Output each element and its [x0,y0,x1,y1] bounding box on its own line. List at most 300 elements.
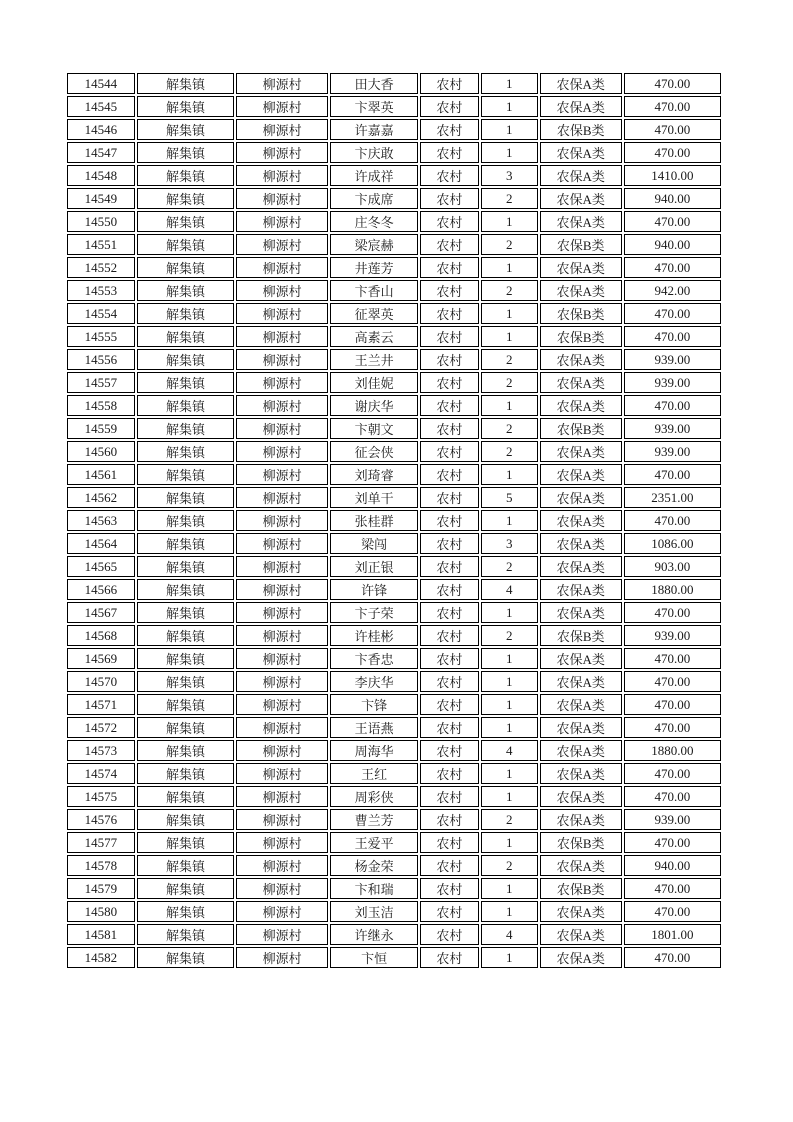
table-cell: 农保B类 [540,625,622,646]
table-cell: 柳源村 [236,786,328,807]
table-cell: 柳源村 [236,395,328,416]
table-cell: 解集镇 [137,418,234,439]
table-cell: 1 [481,832,538,853]
table-cell: 14560 [67,441,135,462]
table-cell: 解集镇 [137,326,234,347]
table-row [67,257,721,278]
table-cell: 14546 [67,119,135,140]
table-cell: 解集镇 [137,671,234,692]
table-cell: 卞香山 [330,280,418,301]
table-cell: 卞恒 [330,947,418,968]
table-cell: 14572 [67,717,135,738]
table-row [67,96,721,117]
table-cell: 农保A类 [540,487,622,508]
table-cell: 解集镇 [137,579,234,600]
table-cell: 解集镇 [137,303,234,324]
table-cell: 1880.00 [624,579,721,600]
table-cell: 1410.00 [624,165,721,186]
table-cell: 高素云 [330,326,418,347]
table-cell: 470.00 [624,763,721,784]
table-cell: 解集镇 [137,510,234,531]
table-cell: 农村 [420,349,479,370]
table-cell: 王语燕 [330,717,418,738]
table-cell: 4 [481,924,538,945]
table-cell: 农保A类 [540,556,622,577]
table-cell: 柳源村 [236,717,328,738]
table-cell: 柳源村 [236,441,328,462]
table-cell: 农村 [420,533,479,554]
table-cell: 柳源村 [236,947,328,968]
table-cell: 1801.00 [624,924,721,945]
table-cell: 解集镇 [137,73,234,94]
table-cell: 农村 [420,73,479,94]
table-cell: 2 [481,418,538,439]
table-cell: 井莲芳 [330,257,418,278]
table-cell: 农村 [420,694,479,715]
table-cell: 柳源村 [236,280,328,301]
table-row [67,694,721,715]
table-cell: 1 [481,717,538,738]
table-cell: 2351.00 [624,487,721,508]
table-cell: 柳源村 [236,73,328,94]
table-cell: 征翠英 [330,303,418,324]
table-cell: 农保A类 [540,855,622,876]
table-cell: 农保A类 [540,142,622,163]
table-cell: 许成祥 [330,165,418,186]
table-cell: 农村 [420,740,479,761]
table-cell: 农村 [420,878,479,899]
table-cell: 农保B类 [540,832,622,853]
table-row [67,832,721,853]
table-cell: 解集镇 [137,464,234,485]
table-cell: 农村 [420,717,479,738]
table-cell: 1 [481,901,538,922]
table-cell: 903.00 [624,556,721,577]
table-cell: 2 [481,188,538,209]
table-cell: 农村 [420,257,479,278]
table-cell: 解集镇 [137,395,234,416]
table-cell: 梁闯 [330,533,418,554]
table-cell: 农村 [420,188,479,209]
table-cell: 14550 [67,211,135,232]
table-cell: 农保A类 [540,694,622,715]
table-cell: 张桂群 [330,510,418,531]
table-cell: 柳源村 [236,602,328,623]
table-cell: 柳源村 [236,579,328,600]
table-cell: 农保A类 [540,602,622,623]
table-cell: 1 [481,303,538,324]
table-row [67,901,721,922]
table-cell: 942.00 [624,280,721,301]
table-cell: 农保A类 [540,211,622,232]
table-cell: 14552 [67,257,135,278]
table-cell: 农村 [420,625,479,646]
table-cell: 解集镇 [137,878,234,899]
table-cell: 470.00 [624,648,721,669]
table-cell: 谢庆华 [330,395,418,416]
table-cell: 农村 [420,234,479,255]
table-cell: 470.00 [624,602,721,623]
table-cell: 解集镇 [137,694,234,715]
table-row [67,510,721,531]
table-cell: 农村 [420,786,479,807]
table-cell: 周海华 [330,740,418,761]
table-cell: 柳源村 [236,832,328,853]
table-cell: 1 [481,878,538,899]
table-cell: 刘单干 [330,487,418,508]
table-row [67,763,721,784]
table-cell: 农保B类 [540,418,622,439]
table-cell: 14564 [67,533,135,554]
table-cell: 1 [481,119,538,140]
table-cell: 939.00 [624,809,721,830]
table-cell: 农村 [420,464,479,485]
table-cell: 470.00 [624,257,721,278]
table-cell: 农保A类 [540,349,622,370]
table-row [67,556,721,577]
table-cell: 农村 [420,947,479,968]
table-cell: 农保A类 [540,372,622,393]
table-cell: 农村 [420,326,479,347]
table-cell: 解集镇 [137,763,234,784]
table-cell: 1 [481,602,538,623]
table-cell: 470.00 [624,73,721,94]
table-cell: 939.00 [624,349,721,370]
table-cell: 农保A类 [540,73,622,94]
table-cell: 柳源村 [236,211,328,232]
table-cell: 解集镇 [137,901,234,922]
table-cell: 许嘉嘉 [330,119,418,140]
table-cell: 解集镇 [137,832,234,853]
table-cell: 农保A类 [540,740,622,761]
table-cell: 14582 [67,947,135,968]
table-cell: 庄冬冬 [330,211,418,232]
table-cell: 14551 [67,234,135,255]
table-cell: 解集镇 [137,533,234,554]
table-cell: 解集镇 [137,234,234,255]
table-cell: 农村 [420,96,479,117]
table-cell: 470.00 [624,326,721,347]
table-cell: 14545 [67,96,135,117]
table-cell: 939.00 [624,441,721,462]
table-row [67,165,721,186]
table-row [67,487,721,508]
table-cell: 470.00 [624,303,721,324]
table-cell: 卞子荣 [330,602,418,623]
table-cell: 农村 [420,602,479,623]
table-row [67,326,721,347]
table-cell: 939.00 [624,625,721,646]
table-row [67,303,721,324]
table-cell: 农保A类 [540,901,622,922]
table-cell: 柳源村 [236,142,328,163]
table-cell: 农保B类 [540,326,622,347]
table-cell: 470.00 [624,142,721,163]
table-cell: 解集镇 [137,947,234,968]
table-row [67,441,721,462]
table-cell: 卞香忠 [330,648,418,669]
table-cell: 柳源村 [236,234,328,255]
table-cell: 农村 [420,832,479,853]
table-cell: 14571 [67,694,135,715]
table-cell: 5 [481,487,538,508]
table-cell: 农村 [420,142,479,163]
table-cell: 农村 [420,211,479,232]
table-cell: 农村 [420,648,479,669]
table-cell: 解集镇 [137,280,234,301]
table-cell: 14566 [67,579,135,600]
table-cell: 农保B类 [540,878,622,899]
table-row [67,855,721,876]
table-cell: 解集镇 [137,602,234,623]
table-cell: 柳源村 [236,740,328,761]
table-row [67,188,721,209]
table-cell: 解集镇 [137,211,234,232]
table-cell: 1 [481,326,538,347]
table-cell: 14561 [67,464,135,485]
table-cell: 14576 [67,809,135,830]
table-cell: 柳源村 [236,671,328,692]
table-cell: 14581 [67,924,135,945]
table-cell: 柳源村 [236,809,328,830]
table-cell: 柳源村 [236,487,328,508]
table-cell: 470.00 [624,832,721,853]
table-cell: 农村 [420,510,479,531]
table-cell: 939.00 [624,418,721,439]
table-cell: 1 [481,510,538,531]
table-cell: 1 [481,786,538,807]
table-cell: 农保A类 [540,96,622,117]
table-row [67,717,721,738]
table-cell: 470.00 [624,96,721,117]
table-row [67,579,721,600]
table-cell: 1880.00 [624,740,721,761]
table-cell: 1 [481,395,538,416]
table-cell: 解集镇 [137,119,234,140]
table-body [67,73,721,968]
table-cell: 解集镇 [137,487,234,508]
table-cell: 14547 [67,142,135,163]
table-cell: 1 [481,96,538,117]
table-cell: 王兰井 [330,349,418,370]
table-cell: 柳源村 [236,510,328,531]
table-cell: 470.00 [624,211,721,232]
table-row [67,73,721,94]
table-cell: 柳源村 [236,165,328,186]
table-cell: 许桂彬 [330,625,418,646]
table-cell: 刘佳妮 [330,372,418,393]
table-cell: 2 [481,234,538,255]
table-cell: 解集镇 [137,855,234,876]
table-cell: 14556 [67,349,135,370]
table-cell: 农村 [420,809,479,830]
table-cell: 农村 [420,579,479,600]
table-cell: 农村 [420,671,479,692]
table-cell: 农村 [420,441,479,462]
table-cell: 解集镇 [137,441,234,462]
table-cell: 农保A类 [540,717,622,738]
table-cell: 470.00 [624,510,721,531]
table-cell: 470.00 [624,671,721,692]
table-cell: 14557 [67,372,135,393]
table-cell: 1 [481,694,538,715]
table-cell: 1 [481,73,538,94]
table-cell: 939.00 [624,372,721,393]
table-cell: 农村 [420,395,479,416]
table-cell: 杨金荣 [330,855,418,876]
table-cell: 卞翠英 [330,96,418,117]
table-cell: 解集镇 [137,556,234,577]
table-cell: 2 [481,556,538,577]
table-cell: 解集镇 [137,372,234,393]
table-cell: 卞庆敢 [330,142,418,163]
table-cell: 1 [481,947,538,968]
table-cell: 农保A类 [540,579,622,600]
table-cell: 农保A类 [540,257,622,278]
table-cell: 柳源村 [236,96,328,117]
table-cell: 解集镇 [137,349,234,370]
table-cell: 农保A类 [540,648,622,669]
table-cell: 农保A类 [540,533,622,554]
table-cell: 14562 [67,487,135,508]
table-cell: 农保A类 [540,510,622,531]
table-cell: 解集镇 [137,625,234,646]
table-cell: 2 [481,441,538,462]
table-cell: 1086.00 [624,533,721,554]
table-row [67,464,721,485]
table-cell: 解集镇 [137,165,234,186]
table-cell: 解集镇 [137,188,234,209]
table-cell: 1 [481,142,538,163]
table-cell: 14573 [67,740,135,761]
table-cell: 14574 [67,763,135,784]
table-cell: 农保A类 [540,763,622,784]
table-cell: 解集镇 [137,96,234,117]
table-cell: 农保A类 [540,464,622,485]
table-cell: 2 [481,809,538,830]
table-cell: 3 [481,165,538,186]
table-cell: 14580 [67,901,135,922]
table-cell: 农村 [420,901,479,922]
table-cell: 刘琦睿 [330,464,418,485]
table-cell: 4 [481,579,538,600]
table-cell: 2 [481,280,538,301]
table-cell: 征会侠 [330,441,418,462]
table-cell: 14578 [67,855,135,876]
table-cell: 14569 [67,648,135,669]
table-cell: 2 [481,349,538,370]
table-row [67,602,721,623]
table-cell: 柳源村 [236,901,328,922]
table-cell: 940.00 [624,188,721,209]
table-cell: 3 [481,533,538,554]
table-cell: 卞锋 [330,694,418,715]
table-cell: 农村 [420,280,479,301]
table-cell: 柳源村 [236,372,328,393]
table-cell: 农保B类 [540,234,622,255]
subsidy-records-table [65,71,723,970]
table-cell: 14558 [67,395,135,416]
table-cell: 解集镇 [137,924,234,945]
table-cell: 470.00 [624,395,721,416]
table-cell: 农村 [420,924,479,945]
table-cell: 柳源村 [236,648,328,669]
table-cell: 2 [481,855,538,876]
table-row [67,234,721,255]
table-cell: 曹兰芳 [330,809,418,830]
table-cell: 14563 [67,510,135,531]
table-cell: 940.00 [624,234,721,255]
table-cell: 柳源村 [236,855,328,876]
table-row [67,142,721,163]
table-cell: 农保A类 [540,165,622,186]
table-cell: 李庆华 [330,671,418,692]
table-cell: 1 [481,648,538,669]
table-cell: 农保A类 [540,809,622,830]
table-row [67,648,721,669]
table-cell: 田大香 [330,73,418,94]
table-cell: 农保A类 [540,671,622,692]
table-row [67,349,721,370]
table-cell: 470.00 [624,786,721,807]
table-cell: 王红 [330,763,418,784]
table-cell: 1 [481,464,538,485]
table-cell: 农村 [420,372,479,393]
table-cell: 许锋 [330,579,418,600]
table-cell: 农村 [420,487,479,508]
table-row [67,119,721,140]
table-cell: 柳源村 [236,326,328,347]
table-cell: 470.00 [624,717,721,738]
table-row [67,418,721,439]
table-cell: 柳源村 [236,533,328,554]
table-cell: 14568 [67,625,135,646]
table-cell: 柳源村 [236,763,328,784]
table-cell: 农保A类 [540,188,622,209]
table-cell: 农保A类 [540,441,622,462]
table-cell: 许继永 [330,924,418,945]
table-row [67,924,721,945]
table-cell: 农村 [420,303,479,324]
table-cell: 农村 [420,855,479,876]
table-cell: 14544 [67,73,135,94]
table-cell: 14575 [67,786,135,807]
table-cell: 14579 [67,878,135,899]
table-cell: 柳源村 [236,119,328,140]
table-cell: 农村 [420,165,479,186]
table-cell: 农村 [420,763,479,784]
table-cell: 解集镇 [137,740,234,761]
table-cell: 解集镇 [137,257,234,278]
table-cell: 2 [481,625,538,646]
table-cell: 470.00 [624,901,721,922]
table-cell: 940.00 [624,855,721,876]
table-cell: 农保B类 [540,303,622,324]
table-row [67,372,721,393]
table-cell: 农保A类 [540,924,622,945]
table-cell: 农保B类 [540,119,622,140]
table-cell: 农村 [420,418,479,439]
table-cell: 柳源村 [236,464,328,485]
table-cell: 农保A类 [540,280,622,301]
table-row [67,395,721,416]
table-cell: 农保A类 [540,395,622,416]
table-cell: 柳源村 [236,556,328,577]
table-cell: 1 [481,211,538,232]
table-cell: 周彩侠 [330,786,418,807]
table-row [67,947,721,968]
table-cell: 柳源村 [236,349,328,370]
